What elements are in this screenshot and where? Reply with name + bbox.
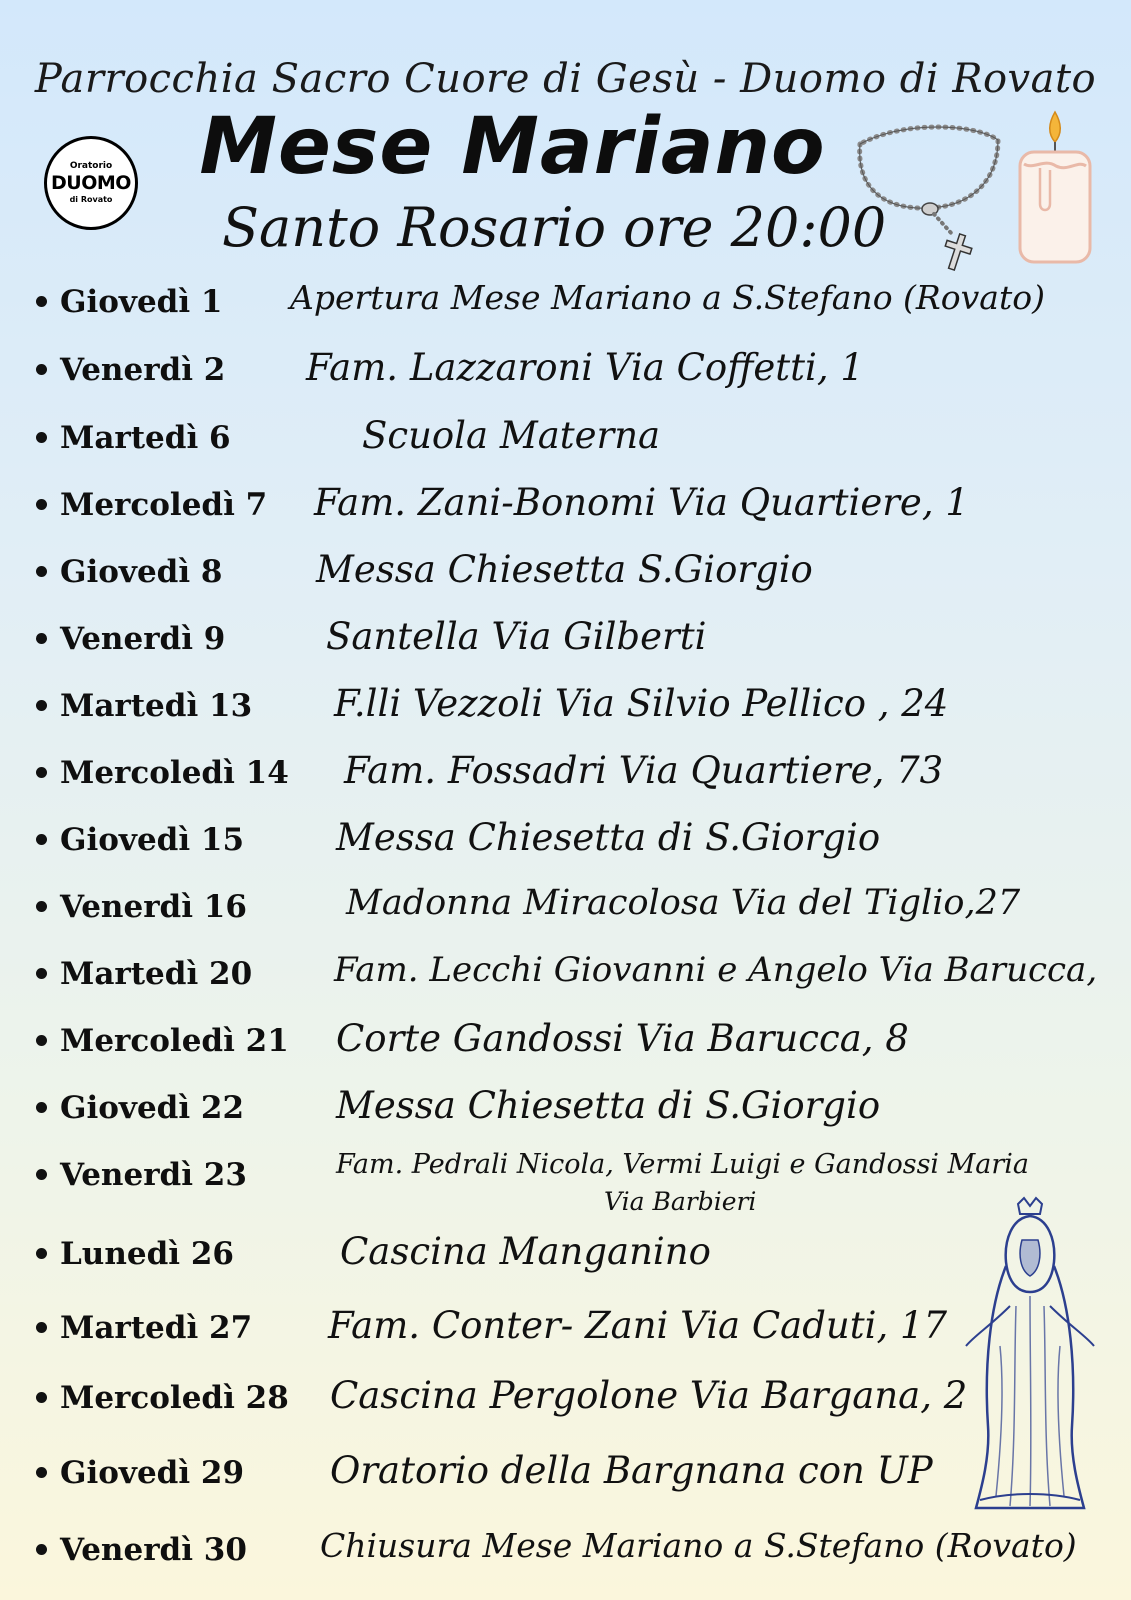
schedule-place: Fam. Lazzaroni Via Coffetti, 1 <box>306 346 864 389</box>
bullet-icon <box>36 1392 47 1403</box>
list-item <box>0 408 1131 468</box>
list-item <box>0 877 1131 937</box>
schedule-place: Fam. Pedrali Nicola, Vermi Luigi e Gandossi Maria <box>336 1149 1030 1180</box>
schedule-place: F.lli Vezzoli Via Silvio Pellico , 24 <box>334 682 949 725</box>
list-item <box>0 1078 1131 1138</box>
schedule-day: Giovedì 29 <box>60 1455 245 1491</box>
schedule-day: Martedì 6 <box>60 420 231 456</box>
list-item <box>0 475 1131 535</box>
schedule-place: Cascina Manganino <box>340 1230 711 1273</box>
schedule-place: Scuola Materna <box>362 414 661 457</box>
list-item <box>0 810 1131 870</box>
list-item <box>0 1298 1131 1358</box>
list-item <box>0 542 1131 602</box>
bullet-icon <box>36 1322 47 1333</box>
schedule-day: Giovedì 8 <box>60 554 223 590</box>
bullet-icon <box>36 296 47 307</box>
schedule-place: Fam. Lecchi Giovanni e Angelo Via Barucca, <box>334 950 1098 990</box>
list-item <box>0 1145 1131 1216</box>
schedule-place: Apertura Mese Mariano a S.Stefano (Rovato) <box>290 278 1045 317</box>
schedule-day: Venerdì 16 <box>60 889 247 925</box>
bullet-icon <box>36 968 47 979</box>
schedule-place: Oratorio della Bargnana con UP <box>330 1449 933 1492</box>
schedule-place: Chiusura Mese Mariano a S.Stefano (Rovato) <box>320 1526 1077 1565</box>
bullet-icon <box>36 901 47 912</box>
bullet-icon <box>36 566 47 577</box>
schedule-day: Martedì 20 <box>60 956 253 992</box>
schedule-day: Giovedì 1 <box>60 284 223 320</box>
list-item <box>0 944 1131 1004</box>
schedule-day: Mercoledì 21 <box>60 1023 289 1059</box>
schedule-day: Martedì 13 <box>60 688 253 724</box>
parish-heading: Parrocchia Sacro Cuore di Gesù - Duomo di Rovato <box>34 56 1097 102</box>
schedule-day: Venerdì 30 <box>60 1532 247 1568</box>
schedule-place: Santella Via Gilberti <box>326 615 707 658</box>
list-item <box>0 609 1131 669</box>
schedule-day: Mercoledì 28 <box>60 1380 289 1416</box>
bullet-icon <box>36 1169 47 1180</box>
schedule-place: Fam. Fossadri Via Quartiere, 73 <box>344 749 944 792</box>
logo-middle-text: DUOMO <box>51 172 131 194</box>
schedule-day: Venerdì 23 <box>60 1157 247 1193</box>
schedule-day: Giovedì 15 <box>60 822 245 858</box>
bullet-icon <box>36 432 47 443</box>
list-item <box>0 1368 1131 1428</box>
schedule-day: Mercoledì 7 <box>60 487 268 523</box>
list-item <box>0 272 1131 332</box>
bullet-icon <box>36 499 47 510</box>
bullet-icon <box>36 1248 47 1259</box>
bullet-icon <box>36 767 47 778</box>
bullet-icon <box>36 633 47 644</box>
schedule-day: Venerdì 2 <box>60 352 226 388</box>
schedule-day: Mercoledì 14 <box>60 755 289 791</box>
schedule-place: Messa Chiesetta di S.Giorgio <box>336 1084 881 1127</box>
schedule-place-line2: Via Barbieri <box>604 1187 757 1216</box>
list-item <box>0 1443 1131 1503</box>
list-item <box>0 1520 1131 1580</box>
list-item <box>0 743 1131 803</box>
schedule-place: Cascina Pergolone Via Bargana, 2 <box>330 1374 968 1417</box>
list-item <box>0 340 1131 400</box>
bullet-icon <box>36 364 47 375</box>
bullet-icon <box>36 834 47 845</box>
bullet-icon <box>36 1544 47 1555</box>
schedule-day: Martedì 27 <box>60 1310 253 1346</box>
page-subtitle: Santo Rosario ore 20:00 <box>222 196 887 259</box>
schedule-place: Messa Chiesetta S.Giorgio <box>316 548 813 591</box>
list-item <box>0 1224 1131 1284</box>
schedule-place: Messa Chiesetta di S.Giorgio <box>336 816 881 859</box>
list-item <box>0 676 1131 736</box>
schedule-day: Lunedì 26 <box>60 1236 234 1272</box>
bullet-icon <box>36 1467 47 1478</box>
schedule-place: Fam. Zani-Bonomi Via Quartiere, 1 <box>314 481 969 524</box>
schedule-day: Venerdì 9 <box>60 621 226 657</box>
schedule-place: Fam. Conter- Zani Via Caduti, 17 <box>328 1304 948 1347</box>
schedule-day: Giovedì 22 <box>60 1090 245 1126</box>
schedule-place: Corte Gandossi Via Barucca, 8 <box>336 1017 909 1060</box>
logo-bottom-text: di Rovato <box>69 195 113 204</box>
bullet-icon <box>36 1035 47 1046</box>
bullet-icon <box>36 1102 47 1113</box>
schedule-place: Madonna Miracolosa Via del Tiglio,27 <box>346 883 1021 923</box>
logo-top-text: Oratorio <box>69 161 113 171</box>
bullet-icon <box>36 700 47 711</box>
page-title: Mese Mariano <box>199 102 826 192</box>
list-item <box>0 1011 1131 1071</box>
